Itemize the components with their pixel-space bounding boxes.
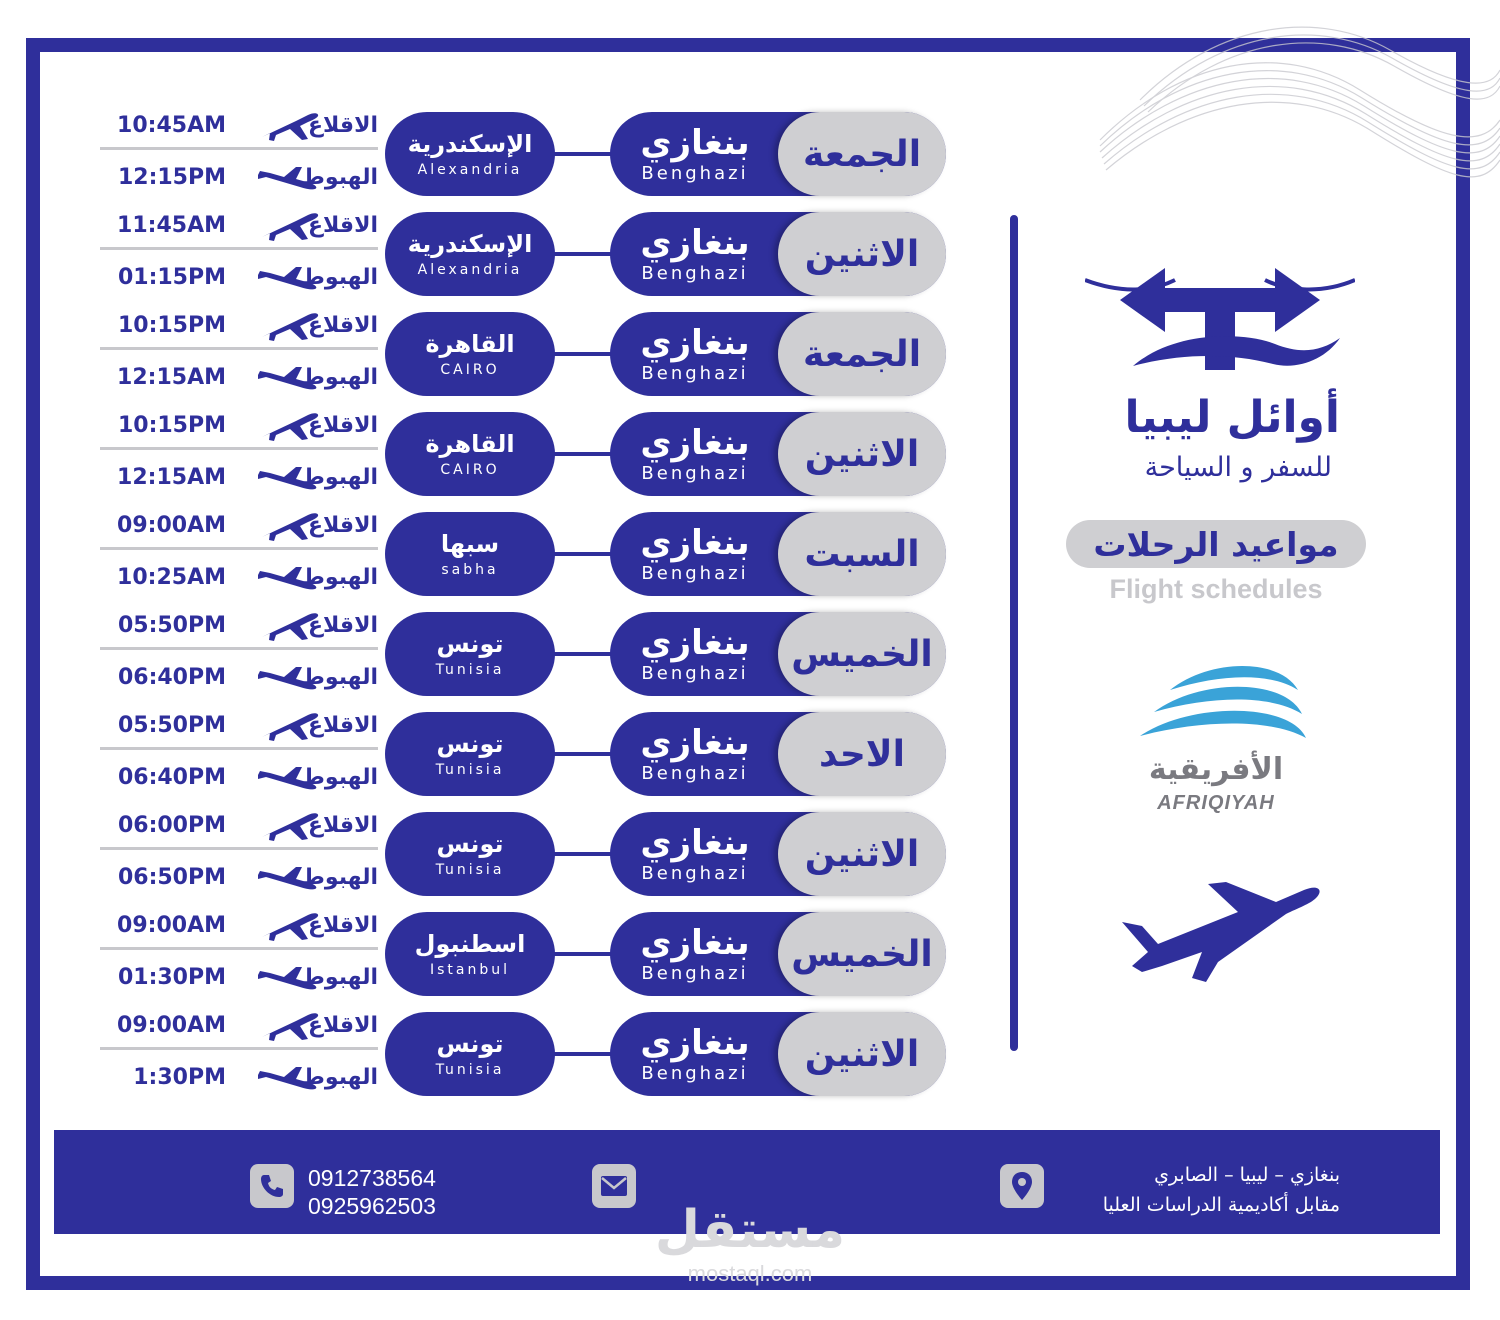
departure-label <box>232 213 378 238</box>
origin-day-pill <box>610 612 946 696</box>
arrival-label <box>232 265 378 290</box>
destination-pill <box>385 612 555 696</box>
arrival-line <box>100 654 378 700</box>
flight-row <box>0 800 960 900</box>
destination-name-ar: اسطنبول <box>414 930 526 958</box>
phone-number-2[interactable]: 0925962503 <box>308 1193 436 1219</box>
flight-row <box>0 200 960 300</box>
origin-name-en: Benghazi <box>641 363 749 384</box>
destination-name-ar: القاهرة <box>425 430 515 458</box>
departure-time: 06:00PM <box>117 813 226 838</box>
route-connector <box>552 252 614 256</box>
origin-name-en: Benghazi <box>641 263 749 284</box>
destination-name-ar: تونس <box>436 730 504 758</box>
takeoff-plane-icon <box>256 309 322 341</box>
destination-name-en: Alexandria <box>417 262 523 278</box>
flight-times <box>100 200 378 300</box>
arrival-label-text: الهبوط <box>302 164 378 190</box>
arrival-time: 06:40PM <box>117 764 226 790</box>
flight-day: الجمعة <box>778 112 946 196</box>
arrival-time: 12:15PM <box>117 164 226 190</box>
arrival-label-text: الهبوط <box>302 464 378 490</box>
destination-name-ar: سبها <box>440 530 500 558</box>
flight-row <box>0 100 960 200</box>
location-icon[interactable] <box>1000 1164 1044 1208</box>
origin <box>610 112 780 196</box>
landing-plane-icon <box>256 361 322 393</box>
destination-pill <box>385 512 555 596</box>
arrival-line <box>100 254 378 300</box>
address-line-1: بنغازي – ليبيا – الصابري <box>1154 1164 1340 1186</box>
departure-time: 09:00AM <box>117 913 226 938</box>
origin-day-pill <box>610 412 946 496</box>
departure-time: 05:50PM <box>117 713 226 738</box>
route-connector <box>552 452 614 456</box>
origin-name-ar: بنغازي <box>640 823 750 863</box>
origin-name-en: Benghazi <box>641 163 749 184</box>
flight-day: الجمعة <box>778 312 946 396</box>
phone-glyph-icon <box>258 1172 286 1200</box>
origin <box>610 812 780 896</box>
airline-name-en: AFRIQIYAH <box>1157 792 1275 814</box>
arrival-time: 12:15AM <box>117 464 226 490</box>
departure-label <box>232 313 378 338</box>
takeoff-plane-icon <box>256 609 322 641</box>
envelope-glyph-icon <box>600 1175 628 1197</box>
destination-name-ar: الإسكندرية <box>407 130 533 158</box>
route-connector <box>552 752 614 756</box>
flight-times <box>100 400 378 500</box>
arrival-label-text: الهبوط <box>302 564 378 590</box>
departure-label-text: الاقلاع <box>307 313 378 338</box>
departure-line <box>100 104 378 150</box>
departure-label <box>232 113 378 138</box>
flight-row <box>0 600 960 700</box>
origin-day-pill <box>610 312 946 396</box>
flight-row <box>0 1000 960 1100</box>
origin-name-ar: بنغازي <box>640 1023 750 1063</box>
arrival-time: 01:30PM <box>117 964 226 990</box>
flight-times <box>100 500 378 600</box>
departure-label <box>232 713 378 738</box>
arrival-line <box>100 1054 378 1100</box>
departure-label-text: الاقلاع <box>307 513 378 538</box>
destination-name-en: Tunisia <box>435 762 505 778</box>
departure-time: 10:15PM <box>117 313 226 338</box>
origin-name-ar: بنغازي <box>640 223 750 263</box>
destination-name-en: Tunisia <box>435 862 505 878</box>
departure-line <box>100 704 378 750</box>
phone-number-1[interactable]: 0912738564 <box>308 1165 436 1191</box>
arrival-line <box>100 354 378 400</box>
flight-day: الخميس <box>778 912 946 996</box>
departure-line <box>100 804 378 850</box>
departure-label <box>232 613 378 638</box>
origin-name-ar: بنغازي <box>640 623 750 663</box>
flight-row <box>0 700 960 800</box>
flight-row <box>0 500 960 600</box>
departure-line <box>100 604 378 650</box>
flight-day: الاثنين <box>778 812 946 896</box>
origin-name-ar: بنغازي <box>640 523 750 563</box>
arrival-time: 06:50PM <box>117 864 226 890</box>
destination-pill <box>385 712 555 796</box>
takeoff-plane-icon <box>256 909 322 941</box>
origin-name-ar: بنغازي <box>640 723 750 763</box>
route-connector <box>552 852 614 856</box>
origin-name-en: Benghazi <box>641 863 749 884</box>
arrival-line <box>100 454 378 500</box>
flight-times <box>100 1000 378 1100</box>
arrival-label <box>232 365 378 390</box>
arrival-time: 1:30PM <box>133 1064 226 1090</box>
destination-name-en: Alexandria <box>417 162 523 178</box>
destination-name-ar: تونس <box>436 1030 504 1058</box>
arrival-label <box>232 465 378 490</box>
departure-label <box>232 1013 378 1038</box>
origin-name-en: Benghazi <box>641 1063 749 1084</box>
brand-subtitle: للسفر و السياحة <box>1144 452 1332 483</box>
origin-day-pill <box>610 112 946 196</box>
departure-time: 09:00AM <box>117 513 226 538</box>
takeoff-plane-icon <box>256 709 322 741</box>
route-connector <box>552 1052 614 1056</box>
departure-label-text: الاقلاع <box>307 413 378 438</box>
origin <box>610 212 780 296</box>
departure-line <box>100 304 378 350</box>
arrival-label <box>232 765 378 790</box>
arrival-time: 10:25AM <box>117 564 226 590</box>
departure-label <box>232 813 378 838</box>
landing-plane-icon <box>256 761 322 793</box>
phone-icon[interactable] <box>250 1164 294 1208</box>
destination-name-en: sabha <box>441 562 499 578</box>
arrival-line <box>100 554 378 600</box>
flight-day: الخميس <box>778 612 946 696</box>
destination-name-en: CAIRO <box>440 462 500 478</box>
origin-name-ar: بنغازي <box>640 123 750 163</box>
arrival-label <box>232 1065 378 1090</box>
takeoff-plane-icon <box>256 509 322 541</box>
departure-time: 10:15PM <box>117 413 226 438</box>
destination-name-ar: تونس <box>436 830 504 858</box>
flight-day: الاثنين <box>778 212 946 296</box>
landing-plane-icon <box>256 261 322 293</box>
arrival-time: 06:40PM <box>117 664 226 690</box>
destination-name-ar: القاهرة <box>425 330 515 358</box>
landing-plane-icon <box>256 161 322 193</box>
origin <box>610 912 780 996</box>
origin <box>610 612 780 696</box>
origin-day-pill <box>610 812 946 896</box>
origin <box>610 712 780 796</box>
route-connector <box>552 952 614 956</box>
flight-times <box>100 700 378 800</box>
route-connector <box>552 552 614 556</box>
departure-label-text: الاقلاع <box>307 213 378 238</box>
phone-numbers <box>308 1164 436 1220</box>
origin-name-ar: بنغازي <box>640 323 750 363</box>
origin <box>610 512 780 596</box>
arrival-line <box>100 854 378 900</box>
takeoff-plane-icon <box>256 1009 322 1041</box>
destination-name-en: CAIRO <box>440 362 500 378</box>
arrival-label <box>232 565 378 590</box>
origin <box>610 1012 780 1096</box>
arrival-line <box>100 954 378 1000</box>
origin-name-ar: بنغازي <box>640 923 750 963</box>
destination-name-en: Tunisia <box>435 1062 505 1078</box>
origin <box>610 312 780 396</box>
flight-day: الاثنين <box>778 1012 946 1096</box>
departure-label-text: الاقلاع <box>307 713 378 738</box>
departure-label-text: الاقلاع <box>307 813 378 838</box>
route-connector <box>552 652 614 656</box>
destination-pill <box>385 812 555 896</box>
arrival-label-text: الهبوط <box>302 664 378 690</box>
flight-row <box>0 900 960 1000</box>
schedule-title-ar: مواعيد الرحلات <box>1066 520 1366 568</box>
origin-name-en: Benghazi <box>641 463 749 484</box>
landing-plane-icon <box>256 561 322 593</box>
destination-pill <box>385 912 555 996</box>
takeoff-plane-icon <box>256 209 322 241</box>
origin-day-pill <box>610 912 946 996</box>
arrival-label-text: الهبوط <box>302 364 378 390</box>
arrival-label-text: الهبوط <box>302 964 378 990</box>
departure-time: 05:50PM <box>117 613 226 638</box>
airplane-icon <box>1118 878 1322 982</box>
landing-plane-icon <box>256 661 322 693</box>
arrival-label-text: الهبوط <box>302 864 378 890</box>
departure-label-text: الاقلاع <box>307 1013 378 1038</box>
decorative-waves <box>1060 0 1500 300</box>
departure-label <box>232 913 378 938</box>
afriqiyah-logo-icon <box>1130 660 1310 760</box>
takeoff-plane-icon <box>256 109 322 141</box>
route-connector <box>552 152 614 156</box>
destination-pill <box>385 1012 555 1096</box>
landing-plane-icon <box>256 1061 322 1093</box>
watermark <box>650 1200 850 1288</box>
departure-line <box>100 1004 378 1050</box>
departure-time: 11:45AM <box>117 213 226 238</box>
arrival-label-text: الهبوط <box>302 264 378 290</box>
departure-line <box>100 204 378 250</box>
brand-title: أوائل ليبيا <box>1124 392 1340 443</box>
origin-name-en: Benghazi <box>641 763 749 784</box>
watermark-en: mostaql.com <box>687 1261 813 1286</box>
arrival-time: 01:15PM <box>117 264 226 290</box>
flight-times <box>100 300 378 400</box>
airline-name-ar: الأفريقية <box>1148 752 1284 787</box>
address-line-2: مقابل أكاديمية الدراسات العليا <box>1102 1194 1340 1216</box>
flight-day: الاثنين <box>778 412 946 496</box>
arrival-label <box>232 865 378 890</box>
destination-name-en: Tunisia <box>435 662 505 678</box>
arrival-label-text: الهبوط <box>302 1064 378 1090</box>
arrival-line <box>100 154 378 200</box>
origin-name-en: Benghazi <box>641 963 749 984</box>
takeoff-plane-icon <box>256 409 322 441</box>
arrival-time: 12:15AM <box>117 364 226 390</box>
arrival-line <box>100 754 378 800</box>
origin-day-pill <box>610 712 946 796</box>
origin-day-pill <box>610 512 946 596</box>
flight-times <box>100 600 378 700</box>
departure-line <box>100 404 378 450</box>
departure-time: 10:45AM <box>117 113 226 138</box>
email-icon[interactable] <box>592 1164 636 1208</box>
destination-pill <box>385 112 555 196</box>
departure-time: 09:00AM <box>117 1013 226 1038</box>
brand-arrows-logo <box>1085 260 1355 390</box>
landing-plane-icon <box>256 461 322 493</box>
arrival-label <box>232 965 378 990</box>
flight-day: السبت <box>778 512 946 596</box>
arrival-label <box>232 165 378 190</box>
origin <box>610 412 780 496</box>
landing-plane-icon <box>256 961 322 993</box>
flight-row <box>0 300 960 400</box>
arrival-label-text: الهبوط <box>302 764 378 790</box>
departure-label <box>232 513 378 538</box>
destination-name-en: Istanbul <box>429 962 510 978</box>
origin-name-en: Benghazi <box>641 563 749 584</box>
origin-day-pill <box>610 212 946 296</box>
destination-name-ar: الإسكندرية <box>407 230 533 258</box>
watermark-ar: مستقل <box>654 1200 846 1260</box>
destination-name-ar: تونس <box>436 630 504 658</box>
flight-times <box>100 100 378 200</box>
origin-name-ar: بنغازي <box>640 423 750 463</box>
destination-pill <box>385 312 555 396</box>
divider-line <box>1010 215 1018 1051</box>
address <box>1040 1160 1340 1220</box>
departure-label-text: الاقلاع <box>307 613 378 638</box>
flight-times <box>100 800 378 900</box>
flight-times <box>100 900 378 1000</box>
origin-day-pill <box>610 1012 946 1096</box>
route-connector <box>552 352 614 356</box>
takeoff-plane-icon <box>256 809 322 841</box>
departure-line <box>100 904 378 950</box>
departure-label <box>232 413 378 438</box>
departure-label-text: الاقلاع <box>307 913 378 938</box>
origin-name-en: Benghazi <box>641 663 749 684</box>
arrival-label <box>232 665 378 690</box>
destination-pill <box>385 212 555 296</box>
flight-row <box>0 400 960 500</box>
landing-plane-icon <box>256 861 322 893</box>
departure-line <box>100 504 378 550</box>
departure-label-text: الاقلاع <box>307 113 378 138</box>
destination-pill <box>385 412 555 496</box>
pin-glyph-icon <box>1010 1171 1034 1201</box>
schedule-title-en: Flight schedules <box>1109 574 1323 604</box>
flight-day: الاحد <box>778 712 946 796</box>
